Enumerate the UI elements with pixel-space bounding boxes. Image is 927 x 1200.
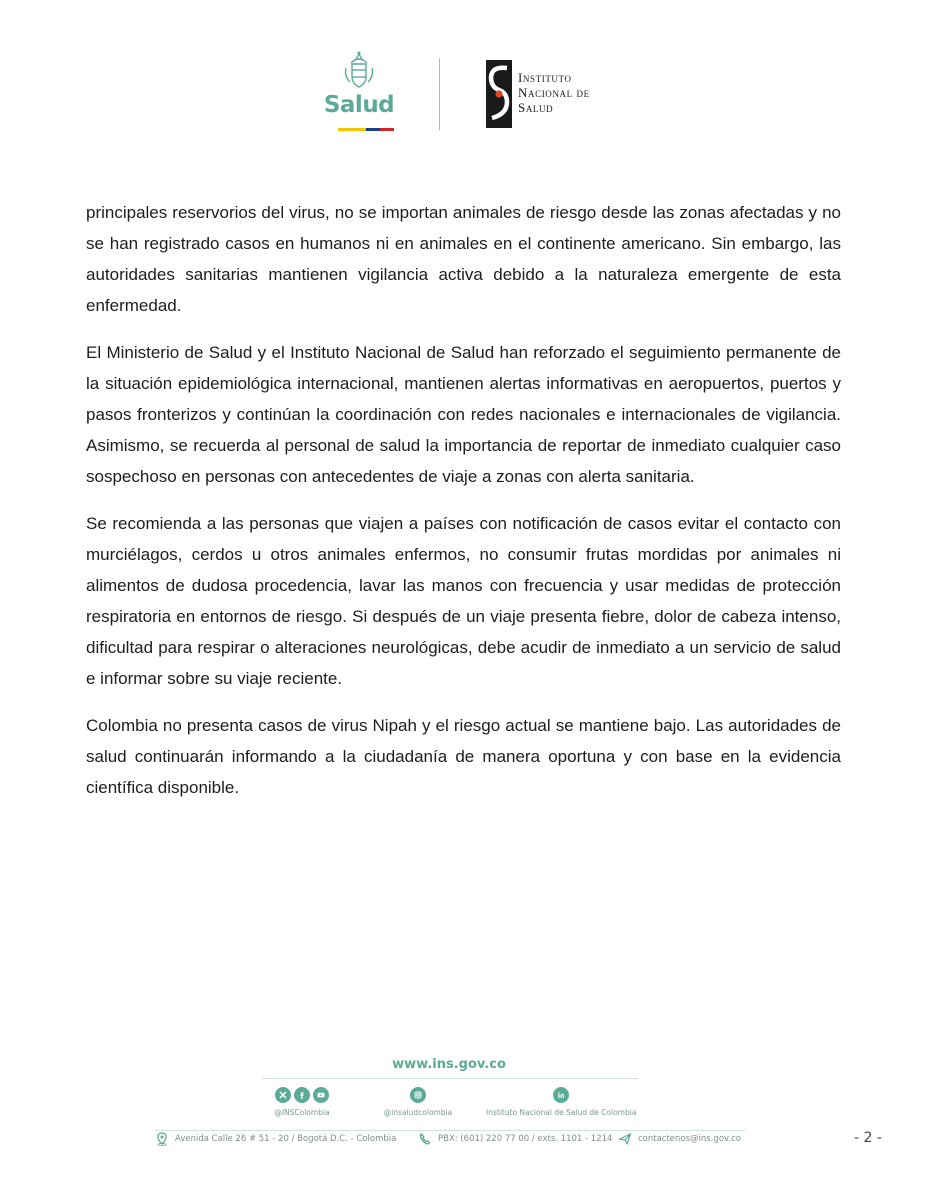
social-group-linkedin: [486, 1087, 636, 1117]
facebook-icon[interactable]: [294, 1087, 310, 1103]
social-group-inscolombia: [266, 1087, 338, 1117]
salud-wordmark: Salud: [323, 92, 395, 118]
website-link[interactable]: www.ins.gov.co: [392, 1057, 506, 1072]
coat-of-arms-icon: [342, 50, 376, 92]
youtube-icon[interactable]: [313, 1087, 329, 1103]
colombia-flag-bar: [338, 128, 394, 131]
paragraph: El Ministerio de Salud y el Instituto Nacional de Salud han reforzado el seguimiento permanente de la situación epidemiológica internacional, mantienen alertas informativas en aeropuertos, puertos y pasos fronterizos y continúan la coordinación con redes nacionales e internacionales de vigilancia. Asimismo, se recuerda al personal de salud la importancia de reportar de inmediato cualquier caso sospechoso en personas con antecedentes de viaje a zonas con alerta sanitaria.: [86, 343, 841, 486]
email-link[interactable]: contactenos@ins.gov.co: [638, 1134, 741, 1144]
ins-logo: [486, 58, 646, 130]
send-icon: [618, 1132, 632, 1146]
header-divider: [439, 58, 440, 130]
instagram-icon[interactable]: [410, 1087, 426, 1103]
footer-divider: [262, 1078, 638, 1079]
document-body: [86, 197, 841, 819]
social-group-insaludcolombia: [378, 1087, 458, 1117]
ins-name: [518, 70, 590, 115]
paragraph: Se recomienda a las personas que viajen a países con notificación de casos evitar el contacto con murciélagos, cerdos u otros animales enfermos, no consumir frutas mordidas por animales ni alimentos de dudosa procedencia, lavar las manos con frecuencia y usar medidas de protección respiratoria en entornos de riesgo. Si después de un viaje presenta fiebre, dolor de cabeza intenso, dificultad para respirar o alteraciones neurológicas, debe acudir de inmediato a un servicio de salud e informar sobre su viaje reciente.: [86, 514, 841, 688]
linkedin-icon[interactable]: [553, 1087, 569, 1103]
ministerio-salud-logo: [318, 50, 398, 136]
ins-name-line-2: Nacional de: [518, 85, 590, 100]
ins-logo-mark-icon: [486, 60, 512, 128]
x-icon[interactable]: [275, 1087, 291, 1103]
phone-item: [418, 1132, 612, 1146]
page-header: [0, 0, 927, 150]
address-text: Avenida Calle 26 # 51 - 20 / Bogotá D.C. - Colombia: [175, 1134, 397, 1144]
phone-text: PBX: (601) 220 77 00 / exts. 1101 - 1214: [438, 1134, 613, 1144]
phone-icon: [418, 1132, 432, 1146]
location-pin-icon: [155, 1132, 169, 1146]
address-item: [155, 1132, 396, 1146]
page-footer: [0, 1050, 927, 1200]
social-handle: @INSColombia: [274, 1108, 330, 1117]
paragraph: principales reservorios del virus, no se importan animales de riesgo desde las zonas afectadas y no se han registrado casos en humanos ni en animales en el continente americano. Sin embargo, las autoridades sanitarias mantienen vigilancia activa debido a la naturaleza emergente de esta enfermedad.: [86, 203, 841, 315]
contact-row: [155, 1130, 755, 1152]
ins-name-line-3: Salud: [518, 100, 554, 115]
email-item: [618, 1132, 741, 1146]
page-number: - 2 -: [854, 1130, 882, 1146]
paragraph: Colombia no presenta casos de virus Nipah y el riesgo actual se mantiene bajo. Las autoridades de salud continuarán informando a la ciudadanía de manera oportuna y con base en la evidencia científica disponible.: [86, 716, 841, 797]
social-handle: Instituto Nacional de Salud de Colombia: [486, 1108, 637, 1117]
ins-name-line-1: Instituto: [518, 70, 572, 85]
social-handle: @insaludcolombia: [383, 1108, 453, 1117]
